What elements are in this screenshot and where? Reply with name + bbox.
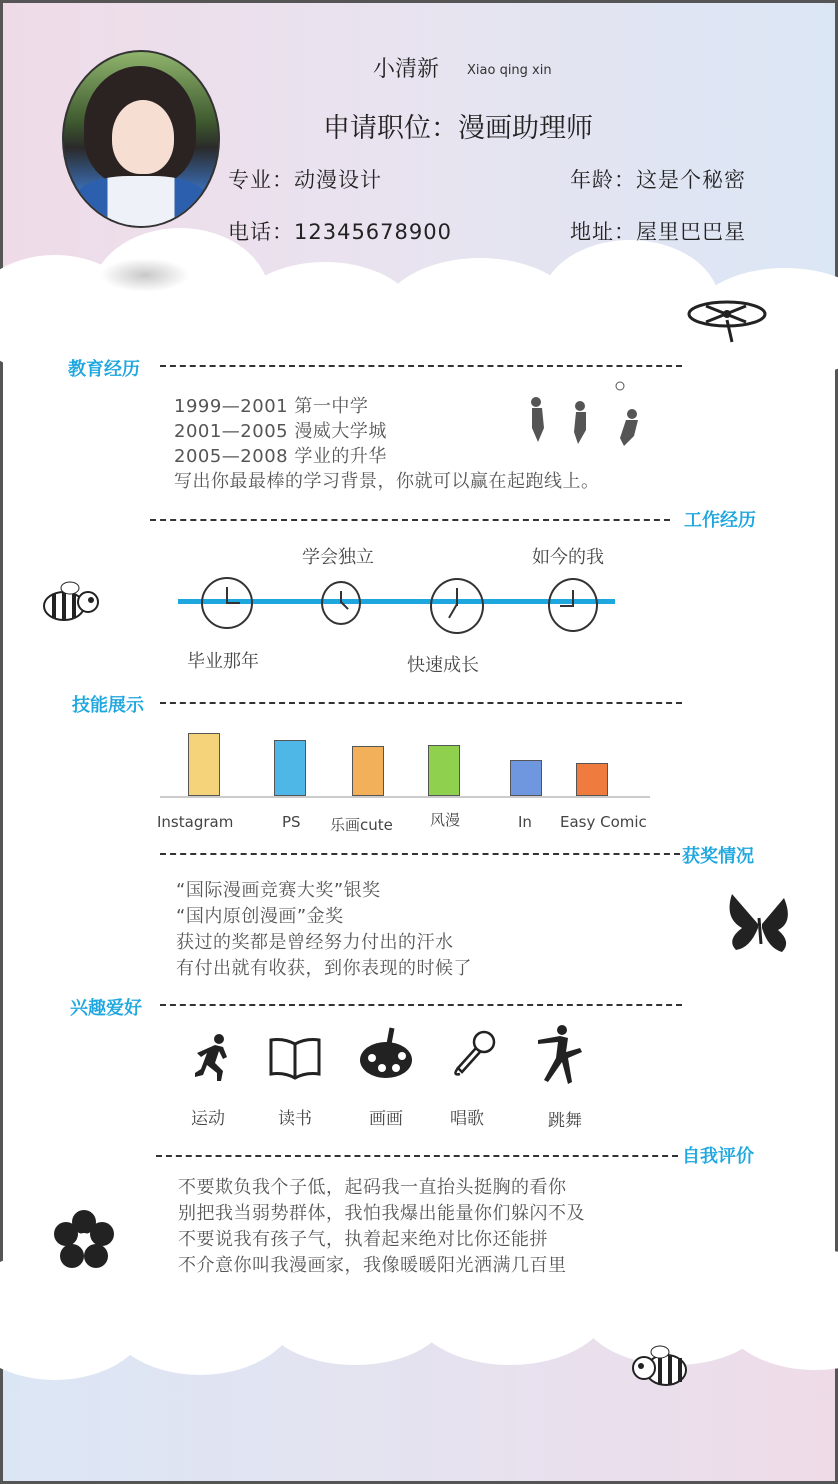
education-title: 教育经历 bbox=[68, 359, 140, 380]
education-line: 2005—2008 学业的升华 bbox=[174, 446, 387, 467]
bee-icon bbox=[40, 580, 102, 627]
awards-line: “国内原创漫画”金奖 bbox=[176, 906, 344, 927]
skill-bar bbox=[510, 760, 542, 796]
dancer-icon bbox=[534, 1024, 586, 1093]
skill-bar bbox=[576, 763, 608, 796]
skill-bar bbox=[352, 746, 384, 796]
awards-line: 有付出就有收获，到你表现的时候了 bbox=[176, 958, 472, 979]
clock-icon bbox=[430, 578, 484, 634]
hobby-label: 跳舞 bbox=[548, 1111, 582, 1131]
resume-name-pinyin: Xiao qing xin bbox=[467, 63, 552, 78]
timeline-label: 学会独立 bbox=[302, 547, 374, 568]
phone-field: 电话：12345678900 bbox=[228, 220, 452, 244]
skill-bar bbox=[188, 733, 220, 796]
awards-title: 获奖情况 bbox=[682, 846, 754, 867]
awards-line: 获过的奖都是曾经努力付出的汗水 bbox=[176, 932, 454, 953]
skills-title: 技能展示 bbox=[72, 695, 144, 716]
section-divider bbox=[160, 702, 682, 704]
self-eval-line: 不介意你叫我漫画家，我像暖暖阳光洒满几百里 bbox=[178, 1255, 567, 1276]
self-eval-title: 自我评价 bbox=[682, 1146, 754, 1167]
book-icon bbox=[268, 1036, 322, 1087]
hobby-label: 运动 bbox=[191, 1109, 225, 1129]
work-title: 工作经历 bbox=[684, 510, 756, 531]
kids-running-icon bbox=[520, 380, 650, 453]
skill-bar bbox=[274, 740, 306, 796]
resume-name: 小清新 bbox=[373, 57, 440, 82]
education-line: 1999—2001 第一中学 bbox=[174, 396, 369, 417]
butterfly-icon bbox=[722, 888, 796, 961]
timeline-label: 如今的我 bbox=[532, 547, 604, 568]
palette-icon bbox=[358, 1026, 414, 1087]
flower-icon bbox=[52, 1208, 116, 1273]
hobby-label: 画画 bbox=[369, 1109, 403, 1129]
age-field: 年龄：这是个秘密 bbox=[570, 168, 746, 192]
job-position: 申请职位：漫画助理师 bbox=[323, 113, 593, 144]
awards-line: “国际漫画竞赛大奖”银奖 bbox=[176, 880, 381, 901]
cloud-shadow bbox=[100, 258, 190, 292]
hobbies-title: 兴趣爱好 bbox=[70, 998, 142, 1019]
self-eval-line: 别把我当弱势群体，我怕我爆出能量你们躲闪不及 bbox=[178, 1203, 585, 1224]
skill-label: 乐画cute bbox=[330, 816, 393, 834]
hobby-label: 读书 bbox=[278, 1109, 312, 1129]
running-icon bbox=[193, 1033, 233, 1090]
skill-label: Easy Comic bbox=[560, 813, 647, 831]
clock-icon bbox=[201, 577, 253, 629]
section-divider bbox=[160, 365, 682, 367]
section-divider bbox=[156, 1155, 678, 1157]
self-eval-line: 不要欺负我个子低，起码我一直抬头挺胸的看你 bbox=[178, 1177, 567, 1198]
skill-label: In bbox=[518, 813, 532, 831]
bee-icon bbox=[630, 1342, 692, 1393]
skill-bar bbox=[428, 745, 460, 796]
section-divider bbox=[160, 853, 680, 855]
timeline-label: 毕业那年 bbox=[187, 651, 259, 672]
clock-icon bbox=[548, 578, 598, 632]
propeller-icon bbox=[686, 292, 768, 347]
skill-label: 风漫 bbox=[430, 811, 461, 829]
section-divider bbox=[150, 519, 670, 521]
timeline-label: 快速成长 bbox=[407, 655, 479, 676]
major-field: 专业：动漫设计 bbox=[228, 168, 382, 192]
self-eval-line: 不要说我有孩子气，执着起来绝对比你还能拼 bbox=[178, 1229, 548, 1250]
footer-cloud-fill bbox=[3, 1290, 835, 1330]
avatar bbox=[62, 50, 220, 228]
section-divider bbox=[160, 1004, 682, 1006]
address-field: 地址：屋里巴巴星 bbox=[570, 220, 746, 244]
skills-bar-chart bbox=[150, 728, 670, 796]
chart-baseline bbox=[160, 796, 650, 798]
microphone-icon bbox=[450, 1028, 498, 1085]
education-line: 写出你最最棒的学习背景，你就可以赢在起跑线上。 bbox=[174, 471, 600, 492]
skill-label: Instagram bbox=[157, 813, 234, 831]
education-line: 2001—2005 漫威大学城 bbox=[174, 421, 387, 442]
skill-label: PS bbox=[282, 813, 301, 831]
hobby-label: 唱歌 bbox=[450, 1109, 484, 1129]
clock-icon bbox=[321, 581, 361, 625]
